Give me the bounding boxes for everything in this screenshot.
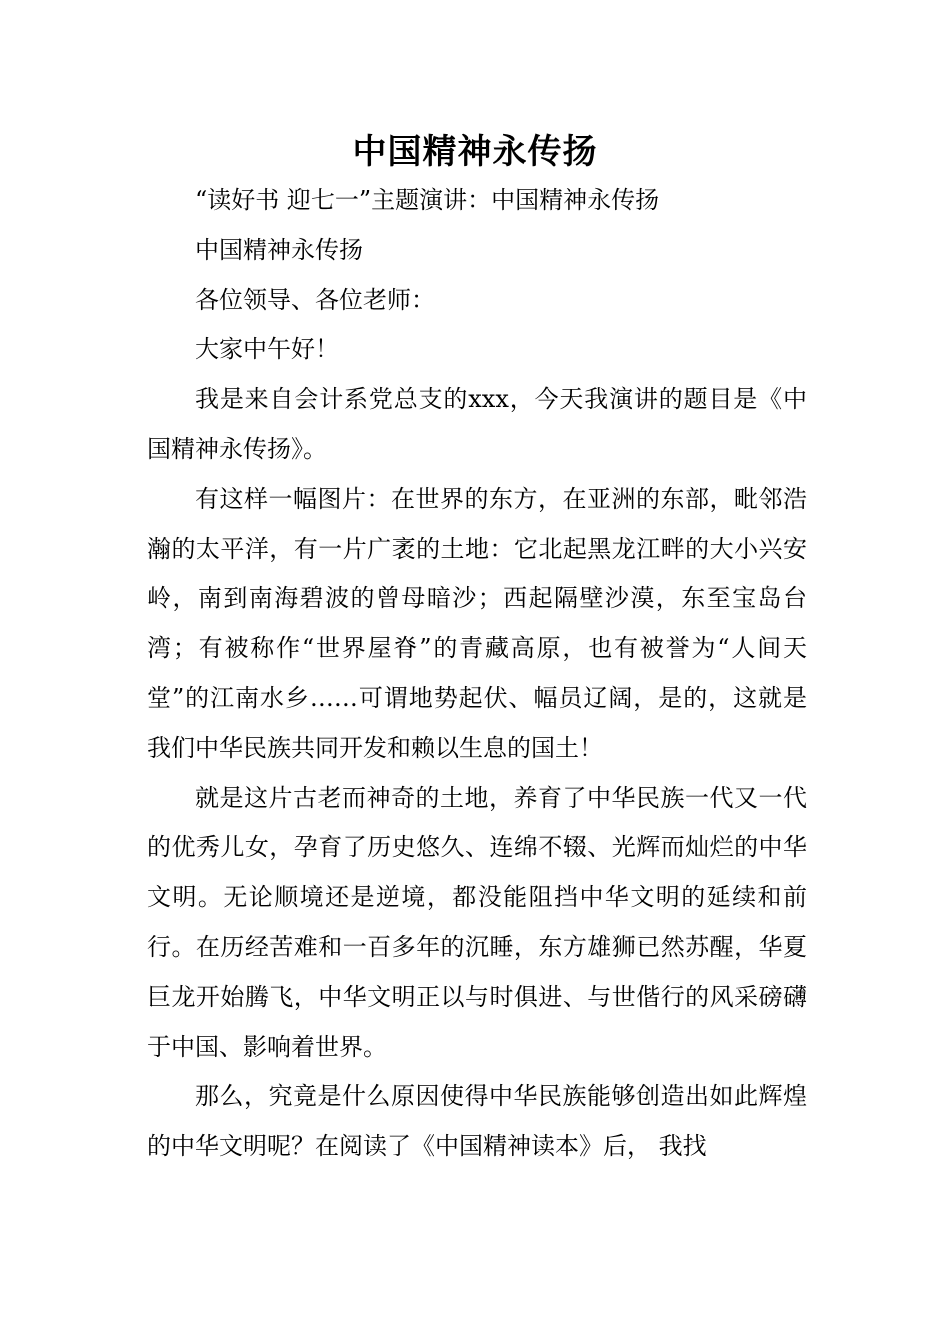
document-title: 中国精神永传扬 [352, 132, 598, 172]
paragraph-civilization: 就是这片古老而神奇的土地，养育了中华民族一代又一代的优秀儿女，孕育了历史悠久、连绵不辍、光辉而灿烂的中华文明。无论顺境还是逆境，都没能阻挡中华文明的延续和前行。在历经苦难和一百多年的沉睡，东方雄狮已然苏醒，华夏巨龙开始腾飞，中华文明正以与时俱进、与世偕行的风采磅礴于中国、影响着世界。 [147, 783, 807, 1061]
document-body [147, 176, 807, 1172]
paragraph-question: 那么，究竟是什么原因使得中华民族能够创造出如此辉煌的中华文明呢？在阅读了《中国精神读本》后， 我找 [147, 1082, 807, 1161]
paragraph-subtitle: “读好书 迎七一”主题演讲：中国精神永传扬 [195, 186, 660, 214]
paragraph-salutation: 各位领导、各位老师： [195, 285, 435, 314]
paragraph-land-description: 有这样一幅图片：在世界的东方，在亚洲的东部，毗邻浩瀚的太平洋，有一片广袤的土地：它北起黑龙江畔的大小兴安岭，南到南海碧波的曾母暗沙；西起隔壁沙漠，东至宝岛台湾；有被称作“世界屋脊”的青藏高原，也有被誉为“人间天堂”的江南水乡……可谓地势起伏、幅员辽阔，是的，这就是我们中华民族共同开发和赖以生息的国土！ [147, 484, 807, 762]
paragraph-heading: 中国精神永传扬 [195, 235, 363, 264]
paragraph-greeting: 大家中午好！ [195, 335, 339, 364]
paragraph-introduction: 我是来自会计系党总支的xxx，今天我演讲的题目是《中国精神永传扬》。 [147, 385, 807, 463]
